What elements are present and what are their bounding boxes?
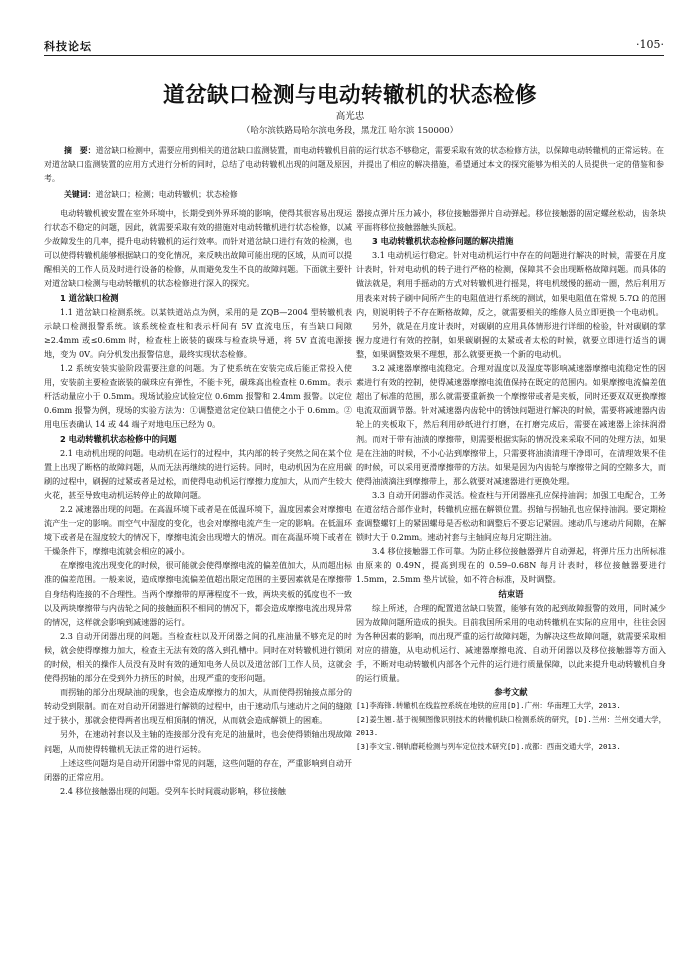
paragraph: 3.3 自动开闭器动作灵活。检查柱与开闭器座孔应保持油润；加强工电配合，工务在道岔结合部作业时，转辙机应摇在解锁位置。拐轴与拐轴孔也应保持油润。要定期检查调整螺钉上的紧固螺母是否松动和调整后不要忘记紧固。速动爪与速动片间隙，在解锁时大于 0.2mm。速动衬套与主轴间应每月定期注油。 [356,489,666,543]
reference-item: [1]李海锋.转辙机在线监控系统在地铁的应用[D].广州：华南理工大学，2013. [356,701,621,711]
keywords-label: 关键词： [64,190,96,199]
paragraph: 3.1 电动机运行稳定。针对电动机运行中存在的问题进行解决的时候，需要在月度计表时，针对电动机的转子进行严格的检测，保障其不会出现断格故障问题。而具体的做法就是，利用手摇动的方式对转辙机进行摇晃，将电机缓慢的摇动一圈，然后利用万用表来对转子刷中间所产生的电阻值进行系统的测试，如果电阻值在常规 5.7Ω 的范围内，则说明转子不存在断格故障，反之，就需要相关的维修人员立即更换一个电动机。 [356,250,666,317]
keywords-text: 道岔缺口；检测；电动转辙机；状态检修 [95,190,238,199]
paragraph: 另外，就是在月度计表时，对碳刷的应用具体情形进行详细的检验，针对碳刷的掌握力度进行有效的控制，如果碳刷握的太紧或者太松的时候，就要立即进行适当的调整，如果调整效果不理想，那么就要更换一个新的电动机。 [356,320,666,359]
paragraph: 综上所述，合理的配置道岔缺口装置，能够有效的起到故障报警的效用，同时减少因为故障问题所造成的损失。目前我国所采用的电动转辙机在实际的应用中，往往会因为各种因素的影响，而出现严重的运行故障问题，为解决这些故障问题，就需要采取相对应的措施，从电动机运行、减速器摩擦电流、自动开闭器以及移位接触器等方面入手，不断对电动转辙机内部各个元件的运行进行质量保障，以此来提升电动转辙机自身的运行质量。 [356,602,666,684]
journal-column-name: 科技论坛 [44,40,92,53]
abstract-text: 道岔缺口检测中，需要应用到相关的道岔缺口监测装置，而电动转辙机目前的运行状态不够稳定，需要采取有效的状态检修方法，以保障电动转辙机的正常运转。在对道岔缺口监测装置的应用方式进行分析的同时，总结了电动转辙机出现的问题及原因，并提出了相应的解决措施，希望通过本文的探究能够为相关的人员提供一定的借鉴和参考。 [44,146,664,184]
paragraph: 电动转辙机被安置在室外环境中，长期受到外界环境的影响，使得其很容易出现运行状态不稳定的问题，因此，就需要采取有效的措施对电动转辙机进行状态检修，以减少故障发生的几率，提升电动转辙机的运行效率。而针对道岔缺口进行有效的检测，也可以使得转辙机能够根据缺口的变化情况，来反映出故障可能出现的区域，从而可以提醒相关的工作人员及时进行设备的检修，从而避免发生不良的故障问题。下面就主要针对道岔缺口检测与电动转辙机的状态检修进行深入的探究。 [44,208,352,289]
paragraph: 器接点弹片压力减小，移位接触器弹片自动弹起。移位接触器的固定螺丝松动，齿条块平面将移位接触器触头顶起。 [356,208,666,233]
paragraph: 上述这些问题均是自动开闭器中常见的问题，这些问题的存在，严重影响到自动开闭器的正常应用。 [44,757,352,782]
paragraph: 2.3 自动开闭器出现的问题。当检查柱以及开闭器之间的孔座油量不够充足的时候，就会使得摩擦力加大，检查主无法有效的落入到孔槽中。同时在对转辙机进行锁闭的时候，相关的操作人员没有及时有效的通知电务人员以及道岔部门工作人员，这就会使得拐轴的部分在受到外力挤压的时候，出现严重的变形问题。 [44,630,352,684]
section-heading: 结束语 [498,588,524,599]
header-rule [44,55,664,56]
section-heading: 1 道岔缺口检测 [60,292,119,303]
paragraph: 1.1 道岔缺口检测系统。以某铁道站点为例，采用的是 ZQB—2004 型转辙机表示缺口检测报警系统。该系统检查柱和表示杆间有 5V 直流电压，有当缺口间隙≥2.4mm 或≤0.6mm 时，检查柱上嵌装的碳珠与检查块导通，将 5V 直流电源接地，变为 0V。向分机发出报警信息，最终实现状态检修。 [44,306,352,359]
paragraph: 另外，在速动衬套以及主轴的连接部分没有充足的油量时，也会使得锁轴出现故障问题，从而使得转辙机无法正常的进行运转。 [44,729,352,754]
right-column [356,206,666,754]
affiliation: （哈尔滨铁路局哈尔滨电务段，黑龙江 哈尔滨 150000） [241,126,459,136]
article-title: 道岔缺口检测与电动转辙机的状态检修 [162,83,537,108]
section-heading: 3 电动转辙机状态检修问题的解决措施 [372,236,514,247]
paragraph: 1.2 系统安装实验阶段需要注意的问题。为了使系统在安装完成后能正常投入使用，安装前主要检查嵌装的碳珠应有弹性，不能卡死，碳珠高出检查柱 0.6mm。表示杆活动量应小于 0.5mm。现场试验应试验定位 0.6mm 报警和 2.4mm 报警。以定位 0.6mm 报警为例，现场的实验方法为：①调整道岔定位缺口值使之小于 0.6mm。②用电压表确认 14 或 44 端子对地电压已经为 0。 [44,363,352,430]
keywords [64,188,238,202]
paragraph: 3.2 减速器摩擦电流稳定。合理对温度以及湿度等影响减速器摩擦电流稳定性的因素进行有效的控制，使得减速器摩擦电流值保持在既定的范围内。如果摩擦电流偏差值超出了标准的范围，那么就需要重新换一个摩擦带或者是夹板，同时还要双双更换摩擦电流双面调节器。针对减速器内齿轮中的锈蚀问题进行解决的时候，需要将减速器内齿轮上的夹板取下，然后利用砂纸进行打磨，在打磨完成后，需要在减速器上涂抹润滑剂。而对于带有油渍的摩擦带，则需要根据实际的情况没来采取不同的处理方法，如果是在注油的时候，不小心沾到摩擦带上，只需要将油渍清理干净即可，在清理效果不佳的时候，可以采用更滑摩擦带的方法。如果是因为内齿轮与摩擦带之间的空隙多大，而使得油渍滴注到摩擦带上，那么就要对减速器进行更换处理。 [356,363,666,486]
page-number: ·105· [636,38,664,51]
paragraph: 2.4 移位接触器出现的问题。受列车长时间震动影响，移位接触 [60,785,286,796]
author: 高光忠 [335,111,365,122]
paragraph: 在摩擦电流出现变化的时候，很可能就会使得摩擦电流的偏差值加大，从而超出标准的偏差范围。一般来说，造成摩擦电流偏差值超出限定范围的主要因素就是在摩擦带自身结构连接的不合理性。当两个摩擦带的厚薄程度不一致，两块夹板的弧度也不一致以及两块摩擦带与内齿轮之间的接触面积不相同的情况下，都会造成摩擦电流出现异常的情况，这样就会影响到减速器的运行。 [44,560,352,627]
paragraph: 3.4 移位接触器工作可靠。为防止移位接触器弹片自动弹起，将弹片压力出所标准由原来的 0.49N，提高到现在的 0.59–0.68N 每月计表时，移位接触器要进行 1.5mm，2.5mm 垫片试验，如不符合标准，及时调整。 [356,546,666,585]
reference-item: [2]姜生翘.基于视频图像识别技术的转辙机缺口检测系统的研究，[D].兰州：兰州交通大学，2013. [356,714,666,738]
paragraph: 2.1 电动机出现的问题。电动机在运行的过程中，其内部的转子突然之间在某个位置上出现了断格的故障问题，从而无法再继续的进行运转。同时，电动机因为在应用碳刷的过程中，刷握的过紧或者是过松，而使得电动机运行摩擦力度加大，从而产生较大火花，甚至导致电动机运转停止的故障问题。 [44,447,352,500]
paragraph: 2.2 减速器出现的问题。在高温环境下或者是在低温环境下，温度因素会对摩擦电流产生一定的影响。而空气中湿度的变化，也会对摩擦电流产生一定的影响。在低温环境下或者是在湿度较大的情况下，摩擦电流会出现增大的情况。而在高温环境下或者在干燥条件下，摩擦电流就会相应的减小。 [44,503,352,557]
abstract-label: 摘 要： [64,146,96,155]
abstract [44,144,664,187]
paragraph: 而拐轴的部分出现缺油的现象，也会造成摩擦力的加大，从而使得拐轴接点部分的转动受到限制。而在对自动开闭器进行解锁的过程中，由于速动爪与速动片之间的缝隙过于狭小，那就会使得两者出现互相顶制的情况，从而就会造成解锁上的困难。 [44,687,352,726]
left-column [44,206,352,798]
section-heading: 2 电动转辙机状态检修中的问题 [60,433,177,444]
section-heading: 参考文献 [494,687,528,698]
reference-item: [3]李文宝.钢轨磨耗检测与列车定位技术研究[D].成都：西南交通大学，2013. [356,742,621,752]
